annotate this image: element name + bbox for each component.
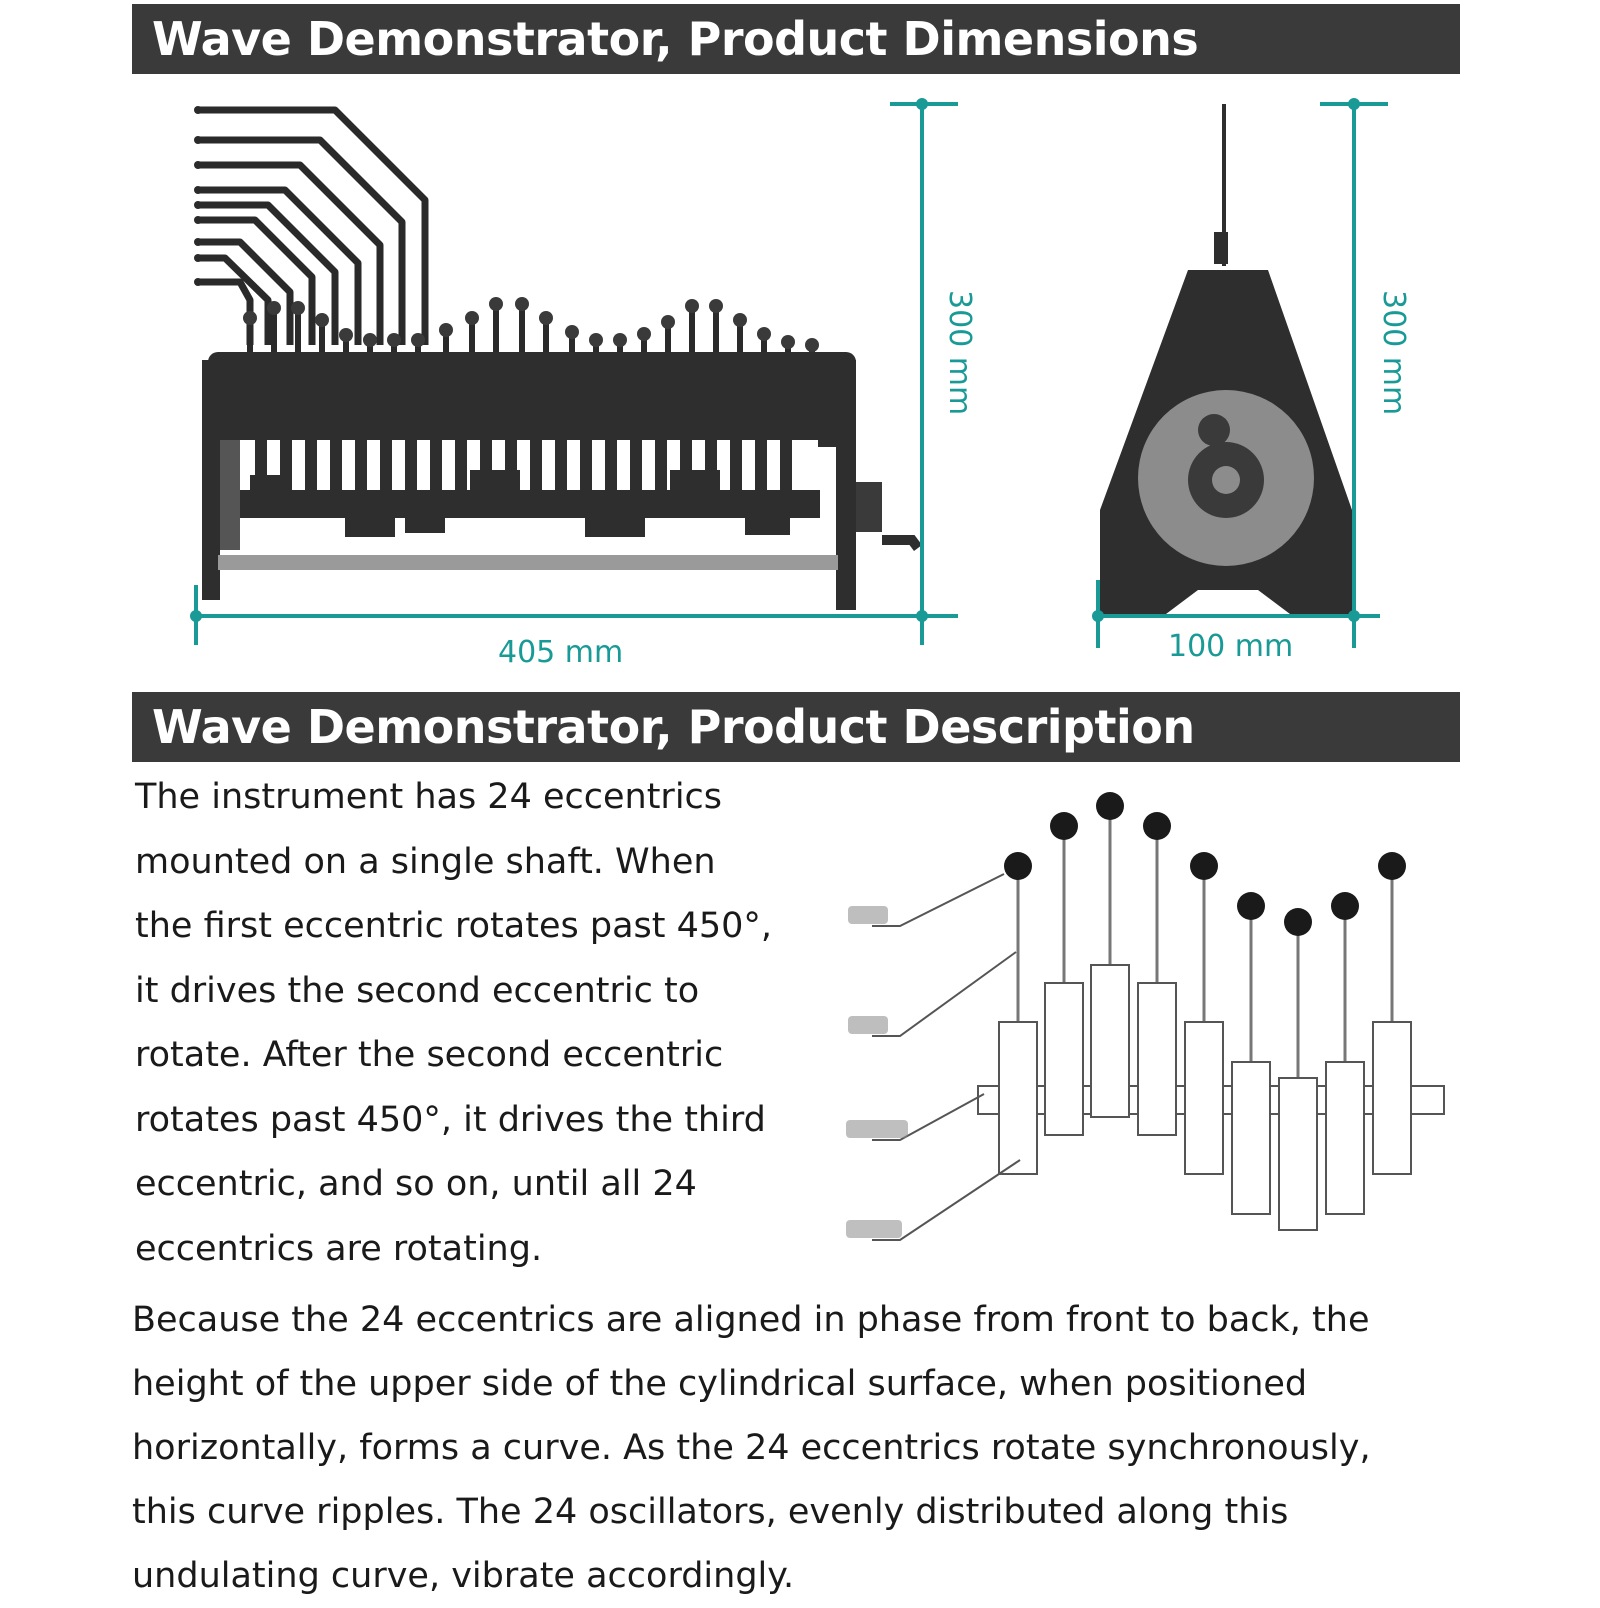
side-height-dimension-label: 300 mm <box>942 290 977 416</box>
dimensions-title: Wave Demonstrator, Product Dimensions <box>152 12 1199 66</box>
para1-line: mounted on a single shaft. When <box>135 841 716 882</box>
blurred-callout-labels <box>846 906 908 1238</box>
para2-line: horizontally, forms a curve. As the 24 eccentrics rotate synchronously, <box>132 1428 1371 1468</box>
para2-line: this curve ripples. The 24 oscillators, evenly distributed along this <box>132 1492 1289 1532</box>
para1-line: The instrument has 24 eccentrics <box>135 777 723 817</box>
para2-line: undulating curve, vibrate accordingly. <box>132 1556 795 1596</box>
leader-lines <box>872 874 1020 1240</box>
para1-line: the first eccentric rotates past 450°, <box>135 906 773 946</box>
description-title: Wave Demonstrator, Product Description <box>152 700 1195 754</box>
front-height-dimension-label: 300 mm <box>1376 290 1411 416</box>
para2-line: Because the 24 eccentrics are aligned in phase from front to back, the <box>132 1300 1370 1340</box>
para1-line: rotates past 450°, it drives the third <box>135 1099 766 1140</box>
width-dimension-label: 405 mm <box>498 635 624 670</box>
para1-line: rotate. After the second eccentric <box>135 1035 724 1075</box>
description-paragraph-2 <box>132 1288 1462 1608</box>
para1-line: eccentric, and so on, until all 24 <box>135 1164 697 1204</box>
depth-dimension-label: 100 mm <box>1168 629 1294 664</box>
para2-line: height of the upper side of the cylindrical surface, when positioned <box>132 1364 1308 1404</box>
para1-line: it drives the second eccentric to <box>135 970 700 1011</box>
para1-line: eccentrics are rotating. <box>135 1228 543 1269</box>
